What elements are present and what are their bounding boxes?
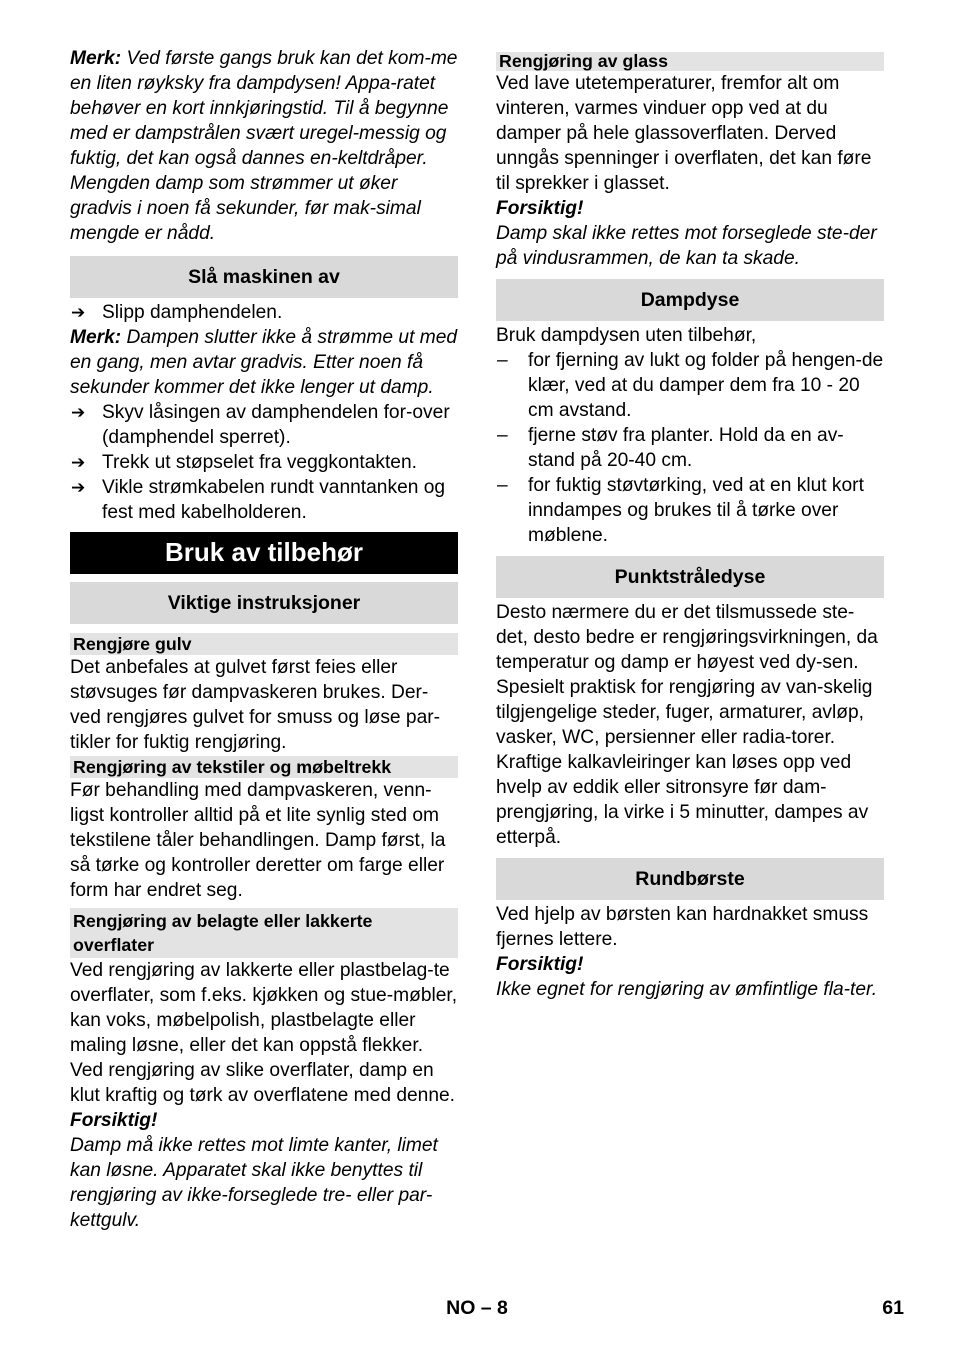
note-text: Dampen slutter ikke å strømme ut med en gang, men avtar gradvis. Etter noen få sekunder kommer det ikke lenger ut damp. (70, 327, 458, 398)
caution-text: Damp må ikke rettes mot limte kanter, limet kan løsne. Apparatet skal ikke benyttes til rengjøring av ikke-forseglede tre- eller par-kettgulv. (70, 1135, 438, 1231)
body-paragraph: Før behandling med dampvaskeren, venn-ligst kontroller alltid på et lite synlig sted om tekstilene tåler behandlingen. Damp først, la så tørke og kontroller deretter om farge eller form har endret seg. (70, 780, 446, 901)
note-text: Ved første gangs bruk kan det kom-me en liten røyksky fra dampdysen! Appa-ratet behøver en kort innkjøringstid. Til å begynne med er dampstrålen svært uregel-messig og fuktig, det kan også dannes en-keltdråper. Mengden damp som strømmer ut øker gradvis i noen få sekunder, før mak-simal mengde er nådd. (70, 48, 458, 244)
chapter-heading: Bruk av tilbehør (70, 532, 458, 574)
section-heading: Punktstråledyse (496, 556, 884, 598)
step-text: Trekk ut støpselet fra veggkontakten. (102, 452, 417, 473)
step-text: Slipp damphendelen. (102, 302, 283, 323)
list-item (496, 473, 884, 548)
instruction-step (70, 450, 458, 475)
body-paragraph: Desto nærmere du er det tilsmussede ste-det, desto bedre er rengjøringsvirkningen, da temperatur og damp er høyest ved dy-sen. Spesielt praktisk for rengjøring av van-skelig tilgjengelige steder, fuger, armaturer, avløp, vasker, WC, persienner eller radia-torer. Kraftige kalkavleiringer kan løses opp ved hvelp av eddik eller sitronsyre før dam-prengjøring, la virke i 5 minutter, dampes av etterpå. (496, 602, 878, 848)
list-item (496, 348, 884, 423)
caution-text: Ikke egnet for rengjøring av ømfintlige fla-ter. (496, 979, 878, 1000)
dash-icon: – (497, 350, 508, 371)
step-text: Skyv låsingen av damphendelen for-over (damphendel sperret). (102, 402, 450, 448)
note-label: Merk: (70, 48, 122, 69)
section-heading: Dampdyse (496, 279, 884, 321)
section-heading: Viktige instruksjoner (70, 582, 458, 624)
arrow-icon: ➔ (71, 453, 86, 472)
instruction-step (70, 400, 458, 450)
note-label: Merk: (70, 327, 122, 348)
left-column (70, 46, 458, 1233)
body-paragraph: Ved rengjøring av lakkerte eller plastbelag-te overflater, som f.eks. kjøkken og stue-møbler, kan voks, møbelpolish, plastbelagte eller maling løsne, eller det kan oppstå flekker. Ved rengjøring av slike overflater, damp en klut kraftig og tørk av overflatene med denne. (70, 960, 458, 1106)
instruction-step (70, 475, 458, 525)
subsection-heading: Rengjøre gulv (70, 633, 458, 655)
section-heading: Rundbørste (496, 858, 884, 900)
list-item-text: fjerne støv fra planter. Hold da en av-stand på 20-40 cm. (528, 425, 844, 471)
caution-label: Forsiktig! (70, 1110, 158, 1131)
caution-label: Forsiktig! (496, 198, 584, 219)
section-heading: Slå maskinen av (70, 256, 458, 298)
list-item-text: for fuktig støvtørking, ved at en klut kort inndampes og brukes til å tørke over møblene. (528, 475, 864, 546)
body-paragraph: Ved lave utetemperaturer, fremfor alt om vinteren, varmes vinduer opp ved at du damper på hele glassoverflaten. Derved unngås spenninger i overflaten, det kan føre til sprekker i glasset. (496, 73, 872, 194)
note-paragraph (70, 46, 458, 246)
subsection-heading: Rengjøring av belagte eller lakkerte overflater (70, 908, 458, 958)
note-paragraph (70, 325, 458, 400)
list-item-text: for fjerning av lukt og folder på hengen-de klær, ved at du damper dem fra 10 - 20 cm avstand. (528, 350, 884, 421)
body-paragraph: Bruk dampdysen uten tilbehør, (496, 325, 757, 346)
caution-text: Damp skal ikke rettes mot forseglede ste-der på vindusrammen, de kan ta skade. (496, 223, 877, 269)
page-number: 61 (882, 1297, 904, 1319)
arrow-icon: ➔ (71, 478, 86, 497)
caution-label: Forsiktig! (496, 954, 584, 975)
step-text: Vikle strømkabelen rundt vanntanken og fest med kabelholderen. (102, 477, 446, 523)
list-item (496, 423, 884, 473)
footer-section-label: NO – 8 (446, 1297, 508, 1319)
arrow-icon: ➔ (71, 403, 86, 422)
dash-icon: – (497, 425, 508, 446)
right-column (496, 52, 884, 1002)
body-paragraph: Det anbefales at gulvet først feies eller støvsuges før dampvaskeren brukes. Der-ved rengjøres gulvet for smuss og løse par-tikler for fuktig rengjøring. (70, 657, 441, 753)
dash-icon: – (497, 475, 508, 496)
subsection-heading: Rengjøring av glass (496, 52, 884, 71)
arrow-icon: ➔ (71, 303, 86, 322)
body-paragraph: Ved hjelp av børsten kan hardnakket smuss fjernes lettere. (496, 904, 869, 950)
instruction-step (70, 300, 458, 325)
subsection-heading: Rengjøring av tekstiler og møbeltrekk (70, 756, 458, 778)
